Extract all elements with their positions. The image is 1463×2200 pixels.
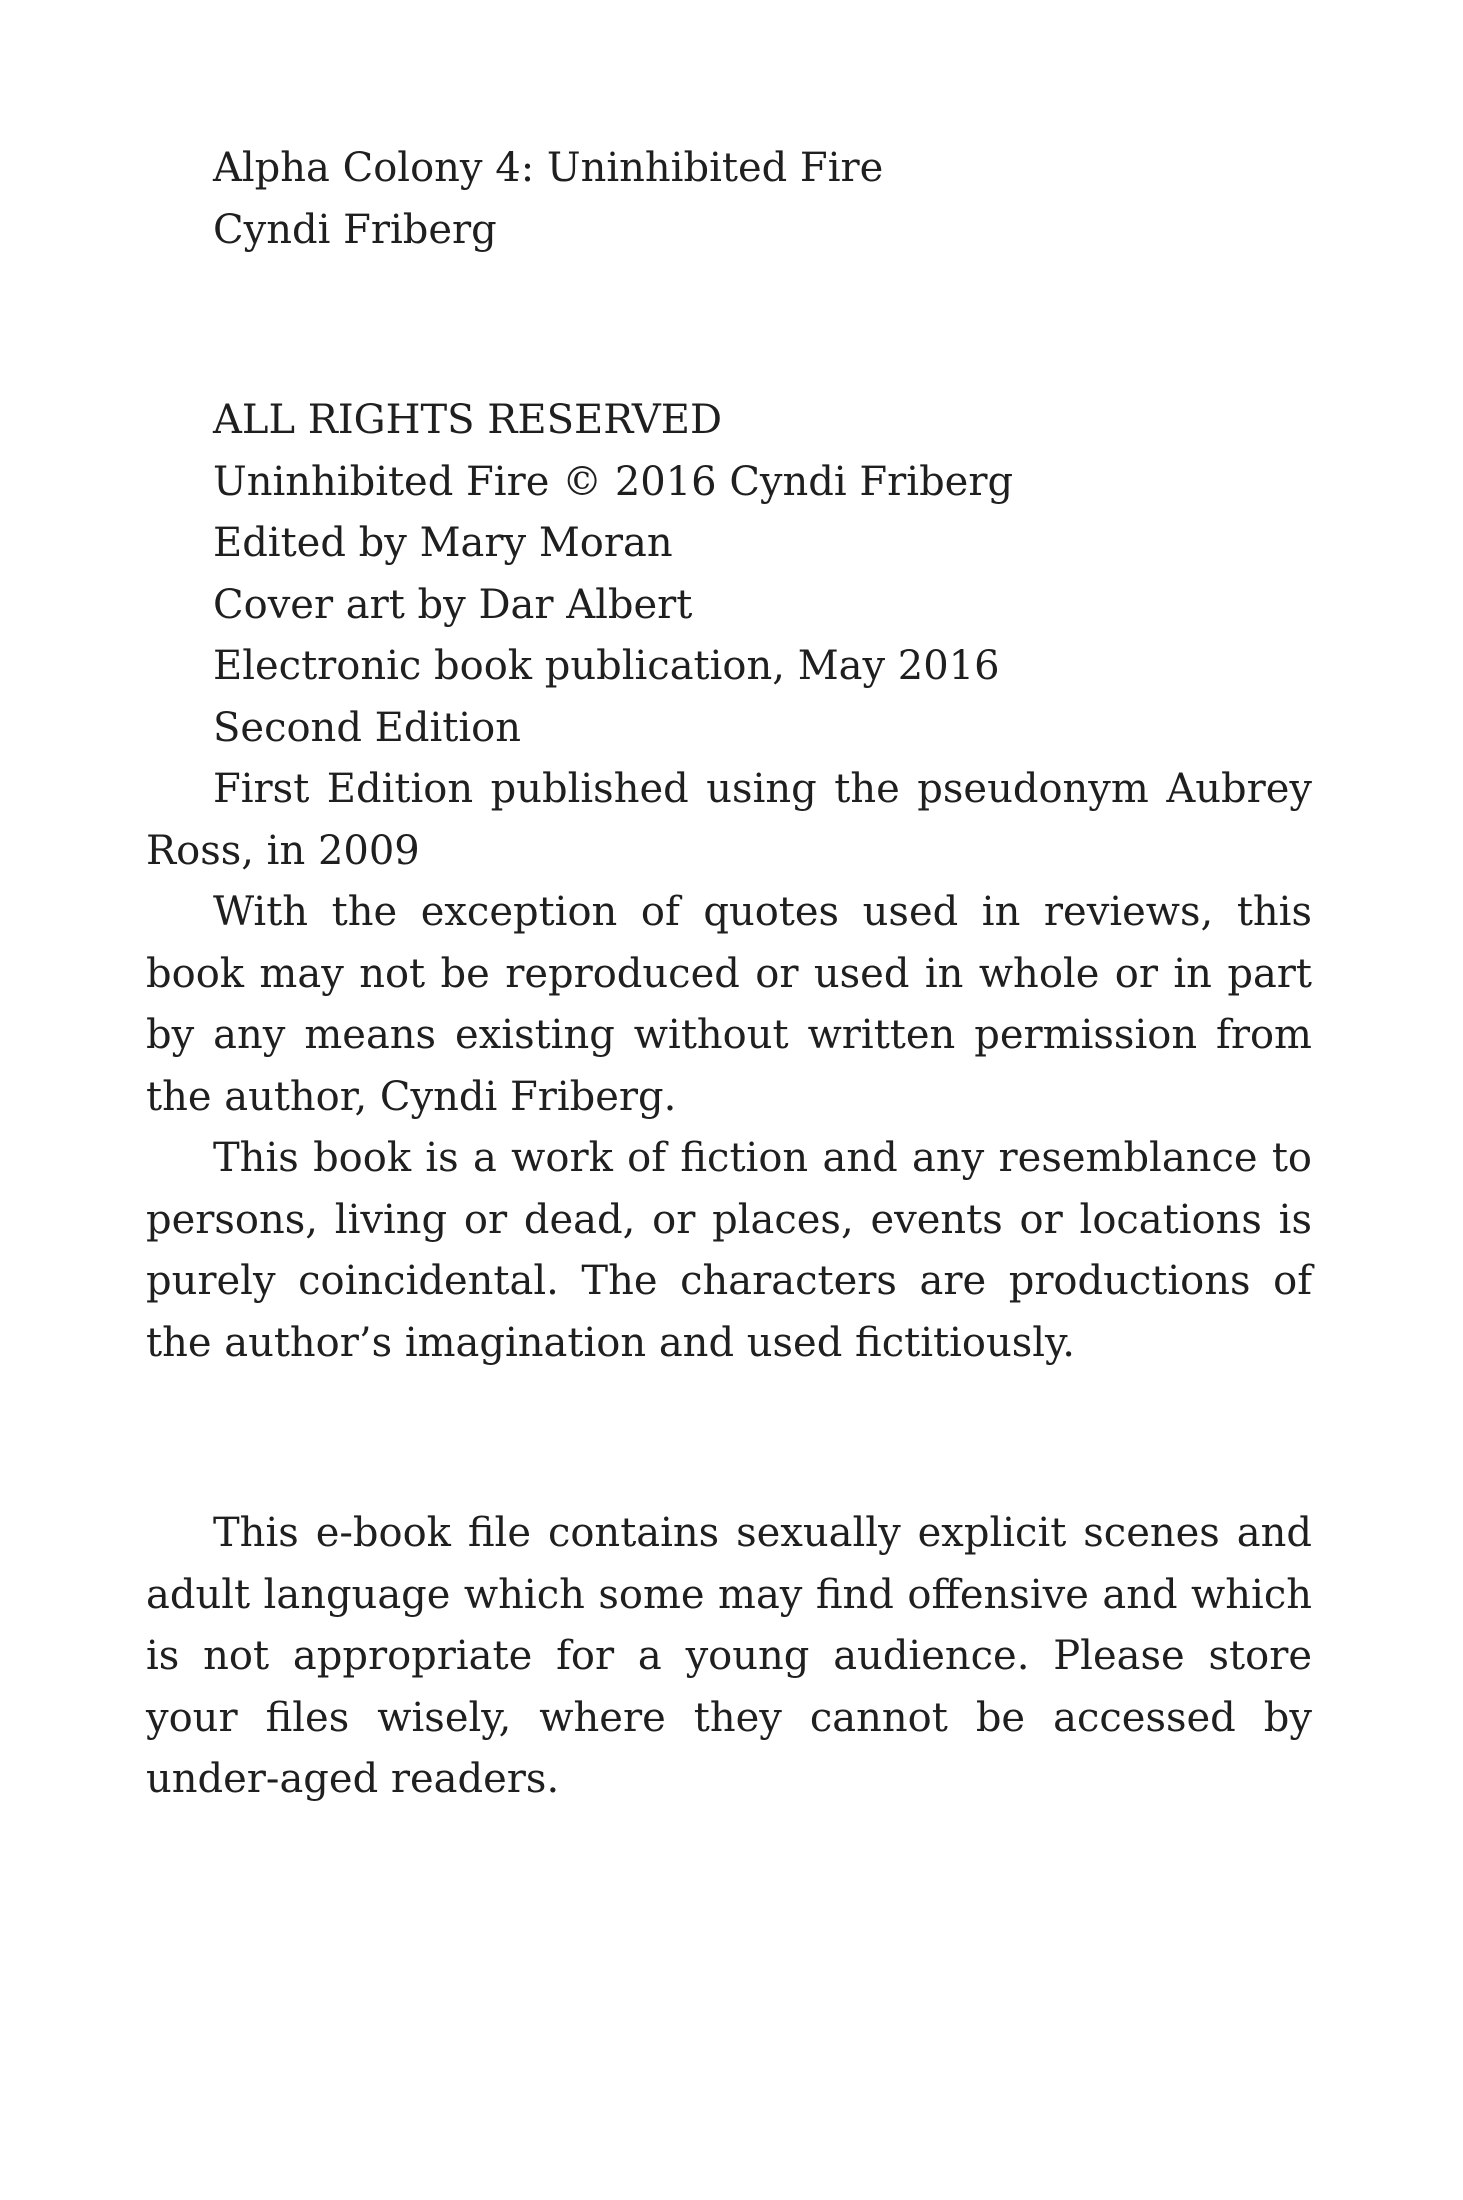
publication-date: Electronic book publication, May 2016: [213, 643, 1000, 689]
edition: Second Edition: [213, 704, 521, 751]
title-block: [146, 138, 1312, 261]
fiction-disclaimer: This book is a work of fiction and any resemblance to persons, living or dead, or places, events or locations is purely coincidental. The characters are productions of the author’s imagination and used fictitiously.: [146, 1135, 1312, 1366]
editor-credit: Edited by Mary Moran: [213, 520, 673, 566]
cover-art-credit: Cover art by Dar Albert: [213, 581, 693, 628]
warning-block: [146, 1503, 1312, 1811]
spacer: [146, 1374, 1312, 1503]
reproduction-notice: With the exception of quotes used in reviews, this book may not be reproduced or used in whole or in part by any means existing without written permission from the author, Cyndi Friberg.: [146, 889, 1312, 1120]
copyright-page: [146, 138, 1312, 1811]
spacer: [146, 261, 1312, 390]
adult-content-warning: This e-book file contains sexually explicit scenes and adult language which some may find offensive and which is not appropriate for a young audience. Please store your files wisely, where they cannot be accessed by under-aged readers.: [146, 1510, 1312, 1802]
rights-block: [146, 390, 1312, 1374]
book-author: Cyndi Friberg: [213, 206, 497, 253]
rights-reserved: ALL RIGHTS RESERVED: [213, 397, 723, 443]
first-edition-note: First Edition published using the pseudonym Aubrey Ross, in 2009: [146, 766, 1312, 874]
book-title: Alpha Colony 4: Uninhibited Fire: [213, 145, 884, 191]
copyright-notice: Uninhibited Fire © 2016 Cyndi Friberg: [213, 458, 1014, 505]
